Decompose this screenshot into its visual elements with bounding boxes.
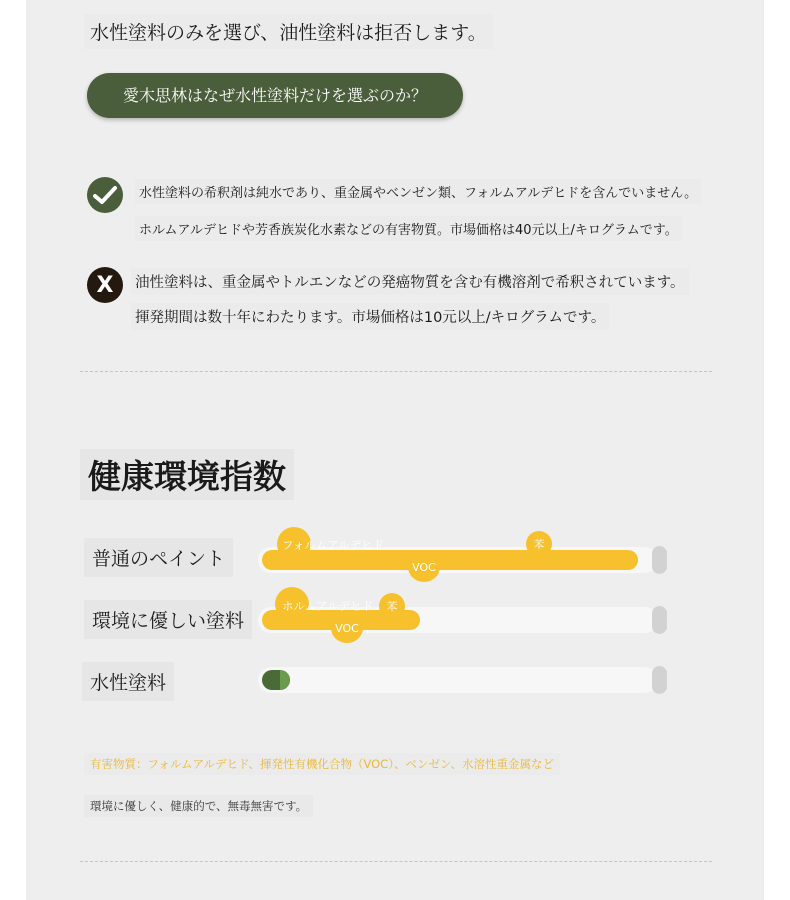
formaldehyde-label: フォルムアルデヒド	[282, 538, 385, 552]
cross-letter: X	[96, 272, 114, 298]
formaldehyde-label-eco: ホルムアルデヒド	[282, 599, 374, 613]
water-paint-line-1: 水性塗料の希釈剤は純水であり、重金属やベンゼン類、フォルムアルデヒドを含んでいません。	[135, 179, 701, 204]
why-water-paint-button[interactable]: 愛木思林はなぜ水性塗料だけを選ぶのか？	[87, 73, 463, 118]
benzene-bubble-eco: 苯	[379, 593, 405, 619]
voc-bubble-eco: VOC	[331, 613, 363, 643]
divider-bottom	[80, 861, 712, 862]
row-label-water-paint: 水性塗料	[82, 662, 174, 701]
water-paint-line-2: ホルムアルデヒドや芳香族炭化水素などの有害物質。市場価格は40元以上/キログラムです。	[135, 216, 682, 241]
voc-bubble: VOC	[408, 552, 440, 582]
bar-endcap-normal	[652, 546, 667, 574]
row-label-normal-paint: 普通のペイント	[84, 538, 233, 577]
bar-track-water	[258, 667, 658, 693]
divider-top	[80, 371, 712, 372]
tagline: 水性塗料のみを選び、油性塗料は拒否します。	[84, 14, 493, 49]
oil-paint-line-1: 油性塗料は、重金属やトルエンなどの発癌物質を含む有機溶剤で希釈されています。	[131, 268, 689, 295]
section-title: 健康環境指数	[80, 449, 294, 500]
cross-icon	[87, 267, 123, 303]
oil-paint-line-2: 揮発期間は数十年にわたります。市場価格は10元以上/キログラムです。	[131, 303, 609, 330]
harmful-substances-note: 有害物質：フォルムアルデヒド、揮発性有機化合物（VOC）、ベンゼン、水溶性重金属など	[84, 753, 560, 775]
eco-note: 環境に優しく、健康的で、無毒無害です。	[84, 795, 313, 817]
bar-endcap-water	[652, 666, 667, 694]
bar-fill-normal	[262, 550, 638, 570]
bar-endcap-eco	[652, 606, 667, 634]
row-label-eco-paint: 環境に優しい塗料	[84, 600, 252, 639]
benzene-bubble: 苯	[526, 531, 552, 557]
check-icon	[87, 177, 123, 213]
